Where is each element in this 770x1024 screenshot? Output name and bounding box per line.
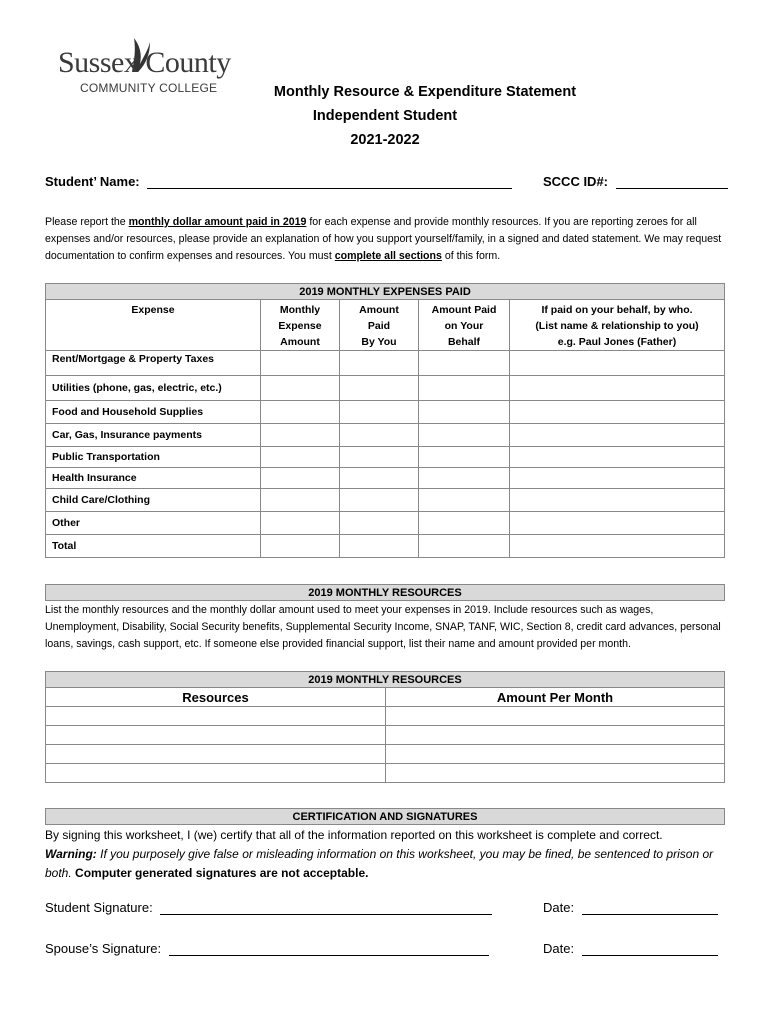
student-name-row bbox=[45, 174, 512, 189]
input-cell[interactable] bbox=[510, 535, 725, 558]
input-cell[interactable] bbox=[261, 401, 340, 424]
row-label: Utilities (phone, gas, electric, etc.) bbox=[46, 376, 261, 401]
input-cell[interactable] bbox=[261, 489, 340, 512]
row-label: Other bbox=[46, 512, 261, 535]
input-cell[interactable] bbox=[340, 535, 419, 558]
student-name-field[interactable] bbox=[147, 174, 512, 189]
spouse-signature-row bbox=[45, 941, 489, 956]
input-cell[interactable] bbox=[340, 489, 419, 512]
input-cell[interactable] bbox=[340, 424, 419, 447]
spouse-date-label: Date: bbox=[543, 941, 575, 956]
input-cell[interactable] bbox=[419, 447, 510, 468]
expenses-table bbox=[45, 283, 725, 558]
col-paid-by-you: Amount Paid By You bbox=[340, 300, 419, 351]
input-cell[interactable] bbox=[261, 424, 340, 447]
instructions-text-3: of this form. bbox=[441, 250, 501, 262]
input-cell[interactable] bbox=[340, 512, 419, 535]
logo-sub-text: COMMUNITY COLLEGE bbox=[80, 81, 218, 95]
input-cell[interactable] bbox=[419, 489, 510, 512]
resource-cell[interactable] bbox=[46, 726, 386, 745]
resources-info-header bbox=[45, 584, 725, 601]
input-cell[interactable] bbox=[510, 351, 725, 376]
student-name-label: Student’ Name: bbox=[45, 174, 140, 189]
spouse-date-row bbox=[543, 941, 718, 956]
col-monthly-expense: Monthly Expense Amount bbox=[261, 300, 340, 351]
form-title: Monthly Resource & Expenditure Statement bbox=[273, 84, 577, 100]
instructions-text-1: Please report the bbox=[45, 216, 129, 228]
input-cell[interactable] bbox=[261, 351, 340, 376]
table-row bbox=[46, 468, 725, 489]
table-row bbox=[46, 424, 725, 447]
sccc-id-label: SCCC ID#: bbox=[543, 174, 609, 189]
input-cell[interactable] bbox=[419, 401, 510, 424]
amount-cell[interactable] bbox=[386, 707, 725, 726]
resources-table bbox=[45, 671, 725, 783]
instructions-emphasis-2: complete all sections bbox=[334, 250, 442, 262]
input-cell[interactable] bbox=[261, 535, 340, 558]
input-cell[interactable] bbox=[419, 535, 510, 558]
certification-statement: By signing this worksheet, I (we) certify that all of the information reported on this worksheet is complete and correct. bbox=[45, 828, 663, 842]
resources-section-title: 2019 MONTHLY RESOURCES bbox=[46, 585, 725, 601]
expenses-section-title: 2019 MONTHLY EXPENSES PAID bbox=[46, 284, 725, 300]
instructions-paragraph bbox=[45, 214, 725, 265]
input-cell[interactable] bbox=[261, 447, 340, 468]
input-cell[interactable] bbox=[510, 424, 725, 447]
row-label: Rent/Mortgage & Property Taxes bbox=[46, 351, 261, 376]
student-signature-field[interactable] bbox=[160, 900, 492, 915]
student-date-label: Date: bbox=[543, 900, 575, 915]
input-cell[interactable] bbox=[510, 512, 725, 535]
table-row bbox=[46, 745, 725, 764]
input-cell[interactable] bbox=[261, 512, 340, 535]
row-label: Child Care/Clothing bbox=[46, 489, 261, 512]
input-cell[interactable] bbox=[419, 512, 510, 535]
resources-table-title: 2019 MONTHLY RESOURCES bbox=[46, 672, 725, 688]
row-label: Total bbox=[46, 535, 261, 558]
row-label: Health Insurance bbox=[46, 468, 261, 489]
table-row bbox=[46, 351, 725, 376]
resource-cell[interactable] bbox=[46, 707, 386, 726]
input-cell[interactable] bbox=[340, 401, 419, 424]
table-row bbox=[46, 376, 725, 401]
amount-cell[interactable] bbox=[386, 764, 725, 783]
input-cell[interactable] bbox=[340, 468, 419, 489]
form-year: 2021-2022 bbox=[350, 132, 420, 148]
warning-label: Warning: bbox=[45, 847, 97, 861]
spouse-signature-field[interactable] bbox=[169, 941, 489, 956]
table-row bbox=[46, 726, 725, 745]
warning-text: If you purposely give false or misleading information on this worksheet, you may be fined, be sentenced to prison or both. bbox=[45, 847, 714, 880]
amount-cell[interactable] bbox=[386, 745, 725, 764]
table-row bbox=[46, 764, 725, 783]
input-cell[interactable] bbox=[340, 376, 419, 401]
row-label: Car, Gas, Insurance payments bbox=[46, 424, 261, 447]
input-cell[interactable] bbox=[419, 468, 510, 489]
resources-instructions: List the monthly resources and the monthly dollar amount used to meet your expenses in 2019. Include resources such as wages, Unemployment, Disability, Social Security benefits, Supplemental Security Income, SNAP, TANF, WIC, Section 8, credit card advances, personal loans, savings, cash support, etc. If someone else provided financial support, list their name and amount provided per month. bbox=[45, 604, 721, 650]
spouse-date-field[interactable] bbox=[582, 941, 718, 956]
resource-cell[interactable] bbox=[46, 745, 386, 764]
certification-header bbox=[45, 808, 725, 825]
form-subtitle: Independent Student bbox=[312, 108, 458, 124]
input-cell[interactable] bbox=[510, 376, 725, 401]
input-cell[interactable] bbox=[510, 468, 725, 489]
table-row bbox=[46, 489, 725, 512]
col-paid-on-behalf: Amount Paid on Your Behalf bbox=[419, 300, 510, 351]
row-label: Public Transportation bbox=[46, 447, 261, 468]
input-cell[interactable] bbox=[510, 489, 725, 512]
input-cell[interactable] bbox=[340, 351, 419, 376]
col-amount-per-month: Amount Per Month bbox=[386, 688, 725, 707]
student-signature-row bbox=[45, 900, 492, 915]
input-cell[interactable] bbox=[261, 376, 340, 401]
input-cell[interactable] bbox=[419, 424, 510, 447]
resource-cell[interactable] bbox=[46, 764, 386, 783]
input-cell[interactable] bbox=[340, 447, 419, 468]
student-date-field[interactable] bbox=[582, 900, 718, 915]
col-expense: Expense bbox=[46, 300, 261, 351]
sccc-id-row bbox=[543, 174, 728, 189]
instructions-text-2: for each expense and provide monthly resources. If you are reporting zeroes for all expenses and/or resources, please provide an explanation of how you support yourself/family, in a signed and dated statement. We may request documentation to confirm expenses and resources. You must bbox=[45, 216, 722, 262]
table-row bbox=[46, 512, 725, 535]
col-paid-by-who: If paid on your behalf, by who. (List name & relationship to you) e.g. Paul Jones (Father) bbox=[510, 300, 725, 351]
certification-section-title: CERTIFICATION AND SIGNATURES bbox=[46, 809, 725, 825]
instructions-emphasis-1: monthly dollar amount paid in 2019 bbox=[128, 216, 307, 228]
input-cell[interactable] bbox=[419, 376, 510, 401]
logo-main-text: Sussex County bbox=[58, 46, 231, 79]
input-cell[interactable] bbox=[419, 351, 510, 376]
input-cell[interactable] bbox=[261, 468, 340, 489]
input-cell[interactable] bbox=[510, 447, 725, 468]
student-signature-label: Student Signature: bbox=[45, 900, 153, 915]
table-row bbox=[46, 707, 725, 726]
table-row bbox=[46, 535, 725, 558]
no-computer-signatures-note: Computer generated signatures are not acceptable. bbox=[71, 866, 369, 880]
input-cell[interactable] bbox=[510, 401, 725, 424]
student-date-row bbox=[543, 900, 718, 915]
spouse-signature-label: Spouse’s Signature: bbox=[45, 941, 162, 956]
col-resources: Resources bbox=[46, 688, 386, 707]
sccc-id-field[interactable] bbox=[616, 174, 728, 189]
table-row bbox=[46, 401, 725, 424]
row-label: Food and Household Supplies bbox=[46, 401, 261, 424]
amount-cell[interactable] bbox=[386, 726, 725, 745]
certification-text bbox=[45, 826, 735, 883]
table-row bbox=[46, 447, 725, 468]
